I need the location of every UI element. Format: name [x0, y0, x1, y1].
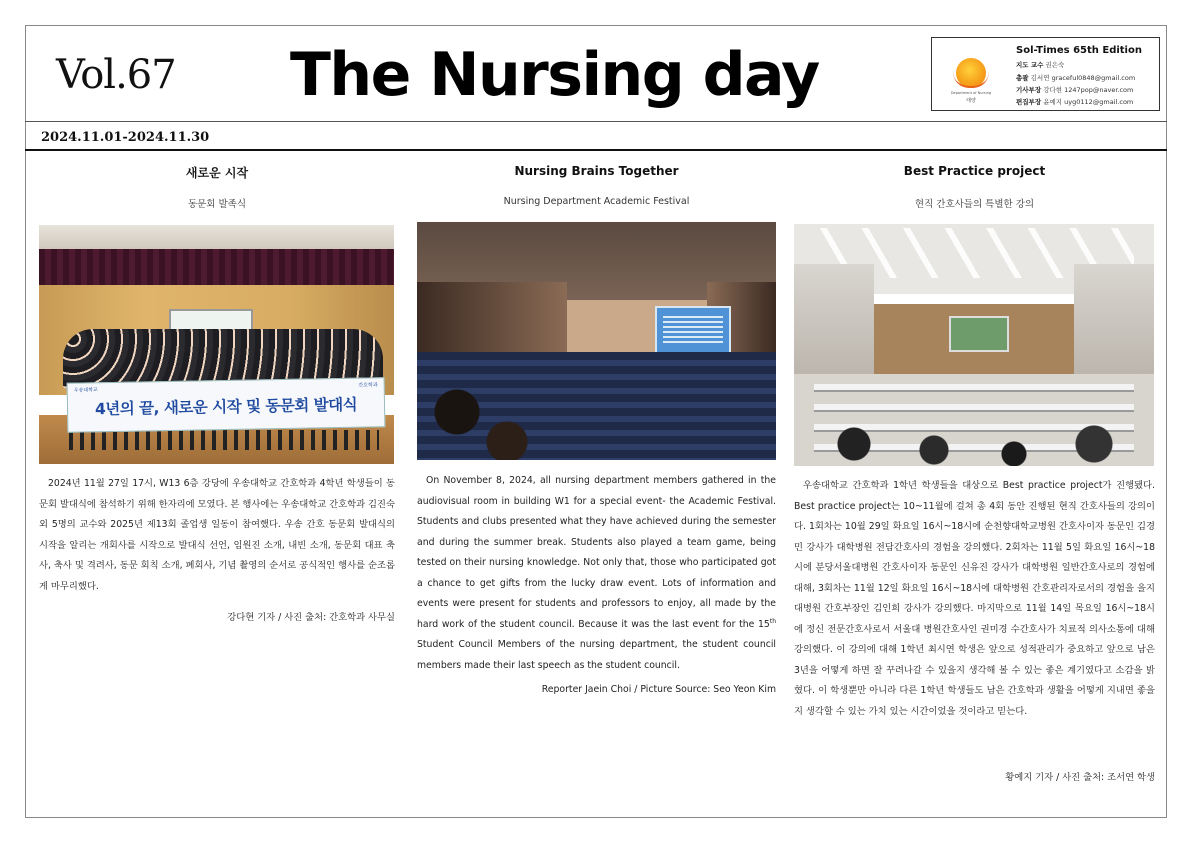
- credit-row: [1016, 73, 1135, 82]
- article-new-beginning: [39, 160, 395, 810]
- credit-email: graceful0848@gmail.com: [1051, 74, 1136, 82]
- banner-text: 4년의 끝, 새로운 시작 및 동문회 발대식: [94, 395, 358, 419]
- article-title: 새로운 시작: [185, 166, 249, 180]
- article-subtitle: 동문회 발족식: [187, 199, 247, 210]
- article-subtitle: Nursing Department Academic Festival: [503, 196, 690, 207]
- credit-email: uyg0112@gmail.com: [1064, 98, 1134, 106]
- date-divider: [25, 149, 1167, 151]
- credit-role: 총괄: [1016, 74, 1029, 82]
- credit-role: 편집부장: [1016, 98, 1042, 106]
- article-best-practice: [794, 160, 1155, 810]
- article-byline: 강다현 기자 / 사진 출처: 간호학과 사무실: [227, 612, 395, 623]
- edition-title: Sol-Times 65th Edition: [1016, 45, 1142, 56]
- credit-role: 기사부장: [1016, 86, 1042, 94]
- banner-tag: 간호학과: [358, 382, 378, 389]
- article-byline: 황예지 기자 / 사진 출처: 조서연 학생: [1005, 772, 1155, 783]
- article-title: Best Practice project: [903, 164, 1046, 178]
- credits-box: [931, 37, 1160, 111]
- article-subtitle: 현직 간호사들의 특별한 강의: [914, 199, 1035, 210]
- credit-row: [1016, 85, 1133, 94]
- logo-arc: [953, 72, 989, 88]
- credit-name: 윤예지: [1043, 98, 1063, 106]
- article-body: 2024년 11월 27일 17시, W13 6층 강당에 우송대학교 간호학과 4학년 학생들이 동문회 발대식에 참석하기 위해 한자리에 모였다. 본 행사에는 우송대학교 간호학과 김진숙 외 5명의 교수와 2025년 제13회 졸업생 일동이 참여했다. 우송 간호 동문회 발대식의 시작을 알리는 개회사를 시작으로 발대식 선언, 임원진 소개, 내빈 소개, 동문회 대표 축사, 축사 및 격려사, 동문 회칙 소개, 폐회사, 기념 촬영의 순서로 공식적인 행사를 순조롭게 마무리했다.: [39, 478, 395, 592]
- volume-number: Vol.67: [56, 52, 176, 98]
- body-text-part: On November 8, 2024, all nursing department members gathered in the audiovisual room in building W1 for a special event- the Academic Festival. Students and clubs presented what they have achieved during the semester and during the summer break. Students also played a team game, being tested on their nursing knowledge. Not only that, those who participated got a chance to get gifts from the lucky draw event. Lots of information and events were present for students and professors to enjoy, all made by the hard work of the student council. Because it was the last event for the 15: [417, 475, 776, 630]
- sol-times-logo: [940, 44, 1002, 106]
- photo-banner: [67, 377, 386, 433]
- header-divider: [25, 121, 1167, 122]
- credit-name: 권은숙: [1045, 61, 1065, 69]
- article-nursing-brains: [417, 160, 776, 810]
- logo-caption: Department of Nursing: [950, 91, 992, 95]
- issue-date-range: 2024.11.01-2024.11.30: [41, 130, 210, 145]
- article-title: Nursing Brains Together: [514, 164, 679, 178]
- article-body: [417, 471, 776, 676]
- credit-name: 김서연: [1030, 74, 1050, 82]
- article-byline: Reporter Jaein Choi / Picture Source: Seo Yeon Kim: [541, 684, 776, 695]
- credit-role: 지도 교수: [1016, 61, 1044, 69]
- lecture-hall-photo: [794, 224, 1154, 466]
- alumni-ceremony-photo: [39, 225, 394, 464]
- ordinal-suffix: th: [769, 617, 776, 625]
- banner-tag: 우송대학교: [73, 387, 98, 394]
- academic-festival-photo: [417, 222, 776, 460]
- credit-email: 1247pop@naver.com: [1064, 86, 1134, 94]
- logo-name: 태양: [966, 98, 976, 104]
- body-text-part: Student Council Members of the nursing department, the student council members made their last speech as the student council.: [417, 639, 776, 671]
- credit-row: [1016, 97, 1133, 106]
- newspaper-title: The Nursing day: [290, 40, 819, 110]
- article-body: 우송대학교 간호학과 1학년 학생들을 대상으로 Best practice project가 진행됐다. Best practice project는 10~11월에 걸쳐 총 4회 동안 진행된 현직 간호사들의 강의이다. 1회차는 10월 29일 화요일 16시~18시에 순천향대학교병원 간호사이자 동문인 김경민 강사가 대학병원 전담간호사의 경험을 강의했다. 2회차는 11월 5일 화요일 16시~18시에 분당서울대병원 간호사이자 동문인 신유진 강사가 대학병원 일반간호사로의 경험에 대해, 3회차는 11월 12일 화요일 16시~18시에 대학병원 간호관리자로서의 경험을 을지대병원 간호부장인 김인희 강사가 강의했다. 마지막으로 11월 14일 목요일 16시~18시에 정신 전문간호사로서 서울대 병원간호사인 권미경 수간호사가 치료적 의사소통에 대해 강의했다. 이 강의에 대해 1학년 최시연 학생은 앞으로 성적관리가 중요하고 앞으로 남은 3년을 어떻게 하면 잘 꾸려나갈 수 있을지 생각해 볼 수 있는 좋은 계기였다고 소감을 밝혔다. 이 학생뿐만 아니라 다른 1학년 학생들도 남은 간호학과 생활을 어떻게 지내면 좋을지 생각할 수 있는 가치 있는 시간이었을 것이라고 믿는다.: [794, 480, 1155, 717]
- credit-row: [1016, 60, 1064, 69]
- credit-name: 강다현: [1043, 86, 1063, 94]
